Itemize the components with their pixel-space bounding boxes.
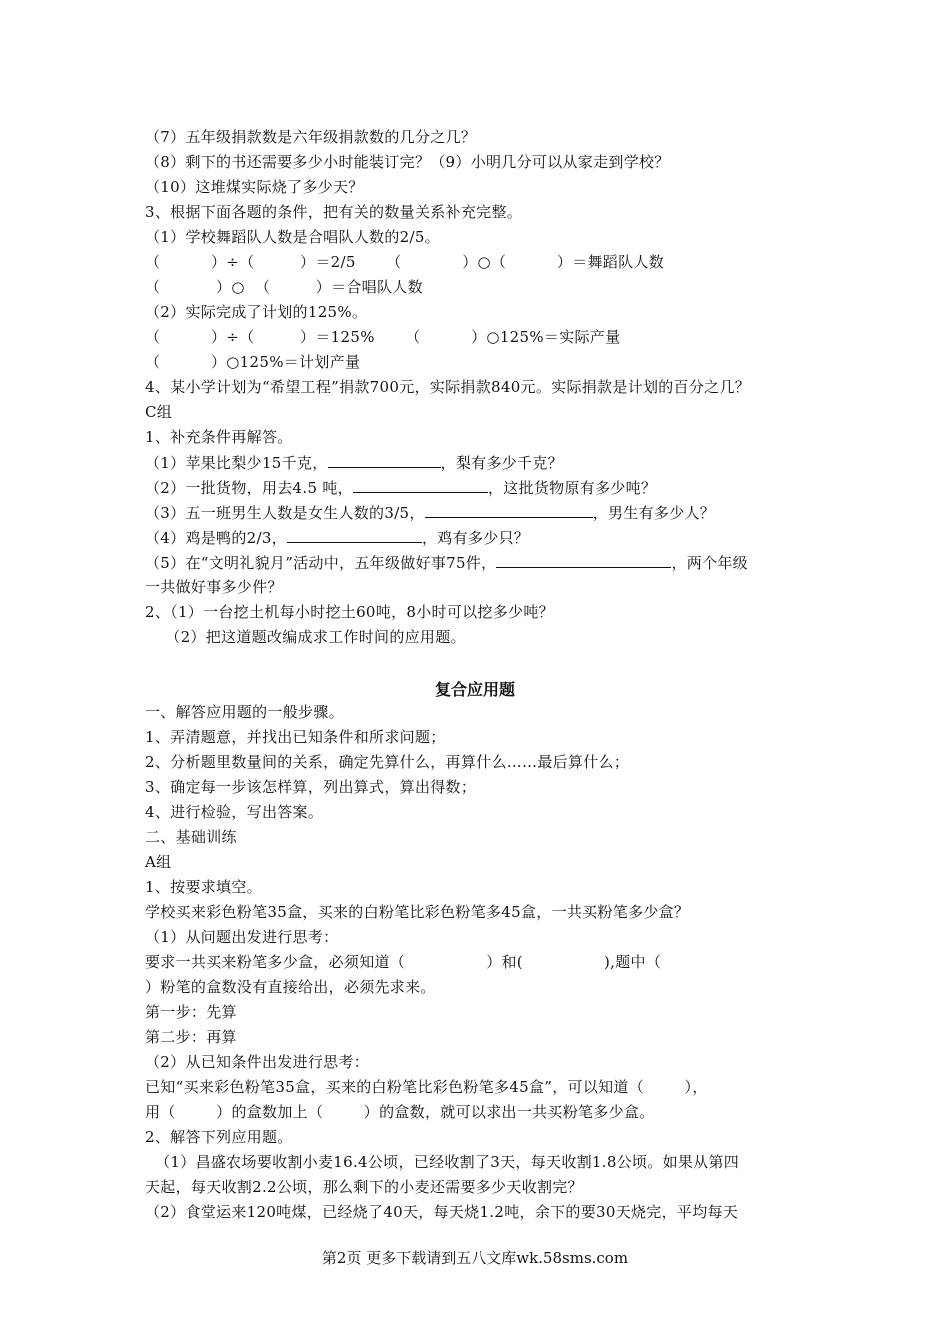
text-line: C组 bbox=[145, 403, 173, 421]
text-line: 1、补充条件再解答。 bbox=[145, 428, 293, 446]
text-line: 3、确定每一步该怎样算，列出算式，算出得数； bbox=[145, 778, 477, 796]
text-line: （ ）○125%＝计划产量 bbox=[145, 353, 361, 371]
answer-blank[interactable] bbox=[425, 502, 593, 518]
text-line: （ ）○ （ ）＝合唱队人数 bbox=[145, 278, 423, 296]
fill-line: （5）在“文明礼貌月”活动中，五年级做好事75件， ，两个年级 bbox=[145, 554, 748, 572]
text-line: ）粉笔的盒数没有直接给出，必须先求来。 bbox=[145, 978, 436, 996]
text-line: 1、按要求填空。 bbox=[145, 878, 262, 896]
text-line: 一共做好事多少件？ bbox=[145, 578, 283, 596]
text-line: 第一步：先算 bbox=[145, 1003, 237, 1021]
answer-blank[interactable] bbox=[496, 552, 671, 568]
text-line: 4、某小学计划为“希望工程”捐款700元，实际捐款840元。实际捐款是计划的百分之几？ bbox=[145, 378, 751, 396]
text-line: （2）把这道题改编成求工作时间的应用题。 bbox=[145, 628, 466, 646]
text-line: 天起，每天收割2.2公顷，那么剩下的小麦还需要多少天收割完？ bbox=[145, 1178, 583, 1196]
text-line: 学校买来彩色粉笔35盒，买来的白粉笔比彩色粉笔多45盒，一共买粉笔多少盒？ bbox=[145, 903, 690, 921]
text-line: 4、进行检验，写出答案。 bbox=[145, 803, 324, 821]
section-title: 复合应用题 bbox=[434, 680, 515, 699]
answer-blank[interactable] bbox=[353, 477, 488, 493]
text-line: （1）昌盛农场要收割小麦16.4公顷，已经收割了3天，每天收割1.8公顷。如果从第四 bbox=[145, 1153, 740, 1171]
fill-line: （4）鸡是鸭的2/3， ，鸡有多少只？ bbox=[145, 529, 530, 547]
text-line: 二、基础训练 bbox=[145, 828, 237, 846]
text-line: 2、解答下列应用题。 bbox=[145, 1128, 293, 1146]
text-line: 已知“买来彩色粉笔35盒，买来的白粉笔比彩色粉笔多45盒”，可以知道（ ）， bbox=[145, 1078, 708, 1096]
answer-blank[interactable] bbox=[287, 527, 422, 543]
text-line: （2）食堂运来120吨煤，已经烧了40天，每天烧1.2吨，余下的要30天烧完，平均每天 bbox=[145, 1203, 739, 1221]
page-footer: 第2页 更多下载请到五八文库wk.58sms.com bbox=[321, 1249, 629, 1267]
text-line: （8）剩下的书还需要多少小时能装订完？（9）小明几分可以从家走到学校？ bbox=[145, 153, 670, 171]
text-line: （7）五年级捐款数是六年级捐款数的几分之几？ bbox=[145, 128, 477, 146]
fill-line: （3）五一班男生人数是女生人数的3/5， ，男生有多少人？ bbox=[145, 504, 716, 522]
text-line: 一、解答应用题的一般步骤。 bbox=[145, 703, 344, 721]
text-line: 1、弄清题意，并找出已知条件和所求问题； bbox=[145, 728, 446, 746]
text-line: （1）学校舞蹈队人数是合唱队人数的2/5。 bbox=[145, 228, 440, 246]
fill-line: （1）苹果比梨少15千克， ，梨有多少千克？ bbox=[145, 454, 563, 472]
fill-line: （2）一批货物，用去4.5 吨， ，这批货物原有多少吨？ bbox=[145, 479, 657, 497]
text-line: A组 bbox=[145, 853, 172, 871]
text-line: 2、（1）一台挖土机每小时挖土60吨，8小时可以挖多少吨？ bbox=[145, 603, 554, 621]
text-line: （2）实际完成了计划的125%。 bbox=[145, 303, 368, 321]
text-line: 2、分析题里数量间的关系，确定先算什么，再算什么……最后算什么； bbox=[145, 753, 630, 771]
text-line: 用（ ）的盒数加上（ ）的盒数，就可以求出一共买粉笔多少盒。 bbox=[145, 1103, 655, 1121]
text-line: （2）从已知条件出发进行思考： bbox=[145, 1053, 370, 1071]
text-line: （ ）÷（ ）＝2/5 （ ）○（ ）＝舞蹈队人数 bbox=[145, 253, 664, 271]
text-line: （1）从问题出发进行思考： bbox=[145, 928, 339, 946]
answer-blank[interactable] bbox=[328, 452, 441, 468]
text-line: （10）这堆煤实际烧了多少天？ bbox=[145, 178, 364, 196]
text-line: 第二步：再算 bbox=[145, 1028, 237, 1046]
text-line: 3、根据下面各题的条件，把有关的数量关系补充完整。 bbox=[145, 203, 523, 221]
text-line: 要求一共买来粉笔多少盒，必须知道（ ）和( ),题中（ bbox=[145, 953, 662, 971]
text-line: （ ）÷（ ）＝125% （ ）○125%＝实际产量 bbox=[145, 328, 621, 346]
